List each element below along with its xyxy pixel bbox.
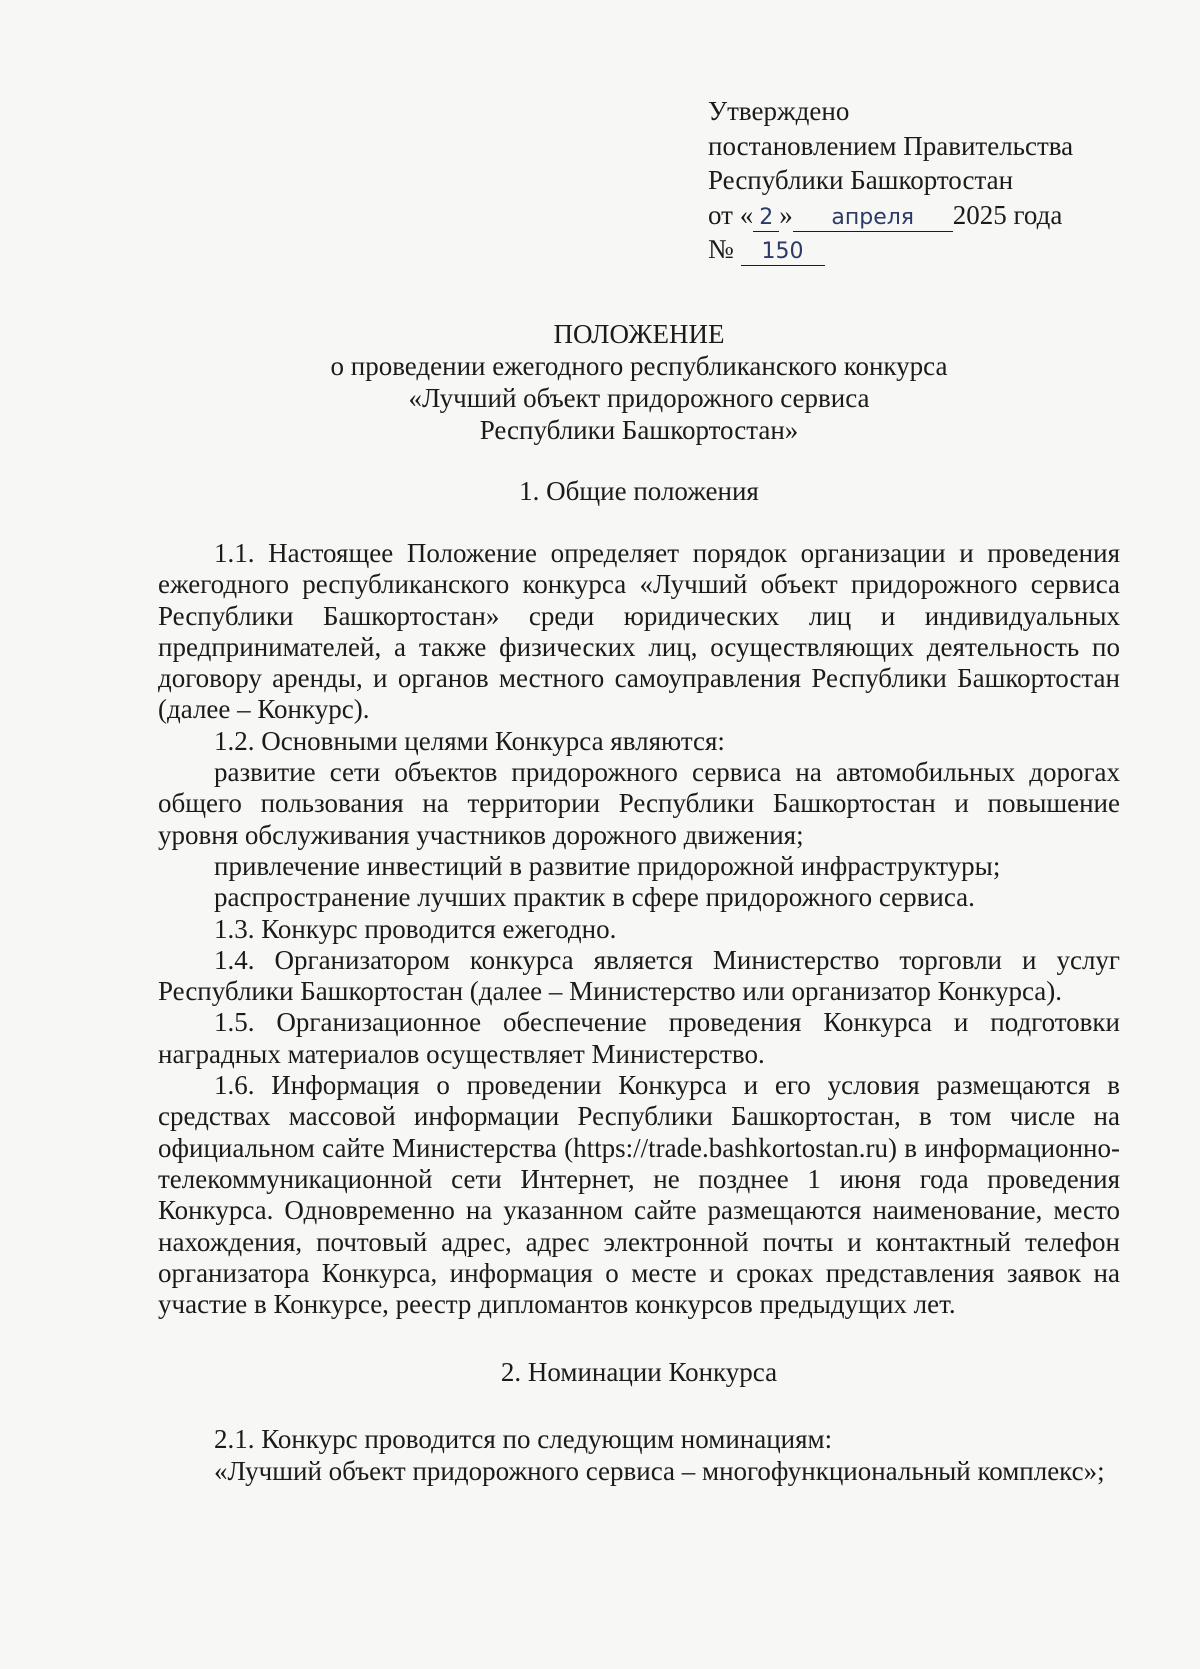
paragraph-1-2-a: развитие сети объектов придорожного сервиса на автомобильных дорогах общего пользования на территории Республики Башкортостан и повышение уровня обслуживания участников дорожного движения; bbox=[158, 757, 1120, 850]
paragraph-1-2: 1.2. Основными целями Конкурса являются: bbox=[214, 725, 725, 756]
section-1-title: 1. Общие положения bbox=[519, 476, 759, 506]
document-body bbox=[158, 475, 1120, 1487]
paragraph-1-1: 1.1. Настоящее Положение определяет порядок организации и проведения ежегодного республиканского конкурса «Лучший объект придорожного сервиса Республики Башкортостан» среди юридических лиц и индивидуальных предпринимателей, а также физических лиц, осуществляющих деятельность по договору аренды, и органов местного самоуправления Республики Башкортостан (далее – Конкурс). bbox=[158, 538, 1120, 725]
heading-line-3: «Лучший объект придорожного сервиса bbox=[408, 383, 870, 413]
paragraph-1-4: 1.4. Организатором конкурса является Министерство торговли и услуг Республики Башкортостан (далее – Министерство или организатор Конкурса). bbox=[158, 944, 1120, 1007]
heading-line-4: Республики Башкортостан» bbox=[479, 415, 799, 445]
document-title: ПОЛОЖЕНИЕ bbox=[553, 319, 725, 349]
approval-number: 150 bbox=[741, 239, 825, 266]
paragraph-1-6: 1.6. Информация о проведении Конкурса и его условия размещаются в средствах массовой информации Республики Башкортостан, в том числе на официальном сайте Министерства (https://trade.bashkortostan.ru) в информационно-телекоммуникационной сети Интернет, не позднее 1 июня года проведения Конкурса. Одновременно на указанном сайте размещаются наименование, место нахождения, почтовый адрес, адрес электронной почты и контактный телефон организатора Конкурса, информация о месте и сроках представления заявок на участие в Конкурсе, реестр дипломантов конкурсов предыдущих лет. bbox=[158, 1070, 1120, 1320]
date-prefix: от « bbox=[708, 199, 754, 230]
paragraph-2-1: 2.1. Конкурс проводится по следующим номинациям: bbox=[214, 1424, 833, 1455]
date-month: апреля bbox=[793, 205, 953, 232]
date-mid: » bbox=[779, 199, 793, 230]
section-2-title: 2. Номинации Конкурса bbox=[500, 1357, 778, 1388]
approval-number-line bbox=[708, 232, 1148, 267]
date-year: 2025 года bbox=[952, 199, 1063, 230]
paragraph-1-2-b: привлечение инвестиций в развитие придорожной инфраструктуры; bbox=[214, 850, 1001, 881]
date-day: 2 bbox=[753, 205, 779, 232]
approval-line-1: Утверждено bbox=[708, 96, 850, 126]
approval-line-2: постановлением Правительства bbox=[708, 130, 1074, 161]
approval-date-line bbox=[708, 198, 1148, 233]
paragraph-1-2-c: распространение лучших практик в сфере придорожного сервиса. bbox=[214, 882, 975, 913]
paragraph-1-3: 1.3. Конкурс проводится ежегодно. bbox=[214, 913, 617, 944]
document-heading bbox=[158, 318, 1120, 446]
paragraph-1-5: 1.5. Организационное обеспечение проведения Конкурса и подготовки наградных материалов осуществляет Министерство. bbox=[158, 1007, 1120, 1069]
paragraph-2-1-a: «Лучший объект придорожного сервиса – многофункциональный комплекс»; bbox=[214, 1455, 1105, 1486]
heading-line-2: о проведении ежегодного республиканского конкурса bbox=[330, 351, 948, 381]
approval-line-3: Республики Башкортостан bbox=[708, 165, 1014, 195]
approval-stamp bbox=[708, 94, 1148, 267]
number-prefix: № bbox=[708, 234, 734, 264]
